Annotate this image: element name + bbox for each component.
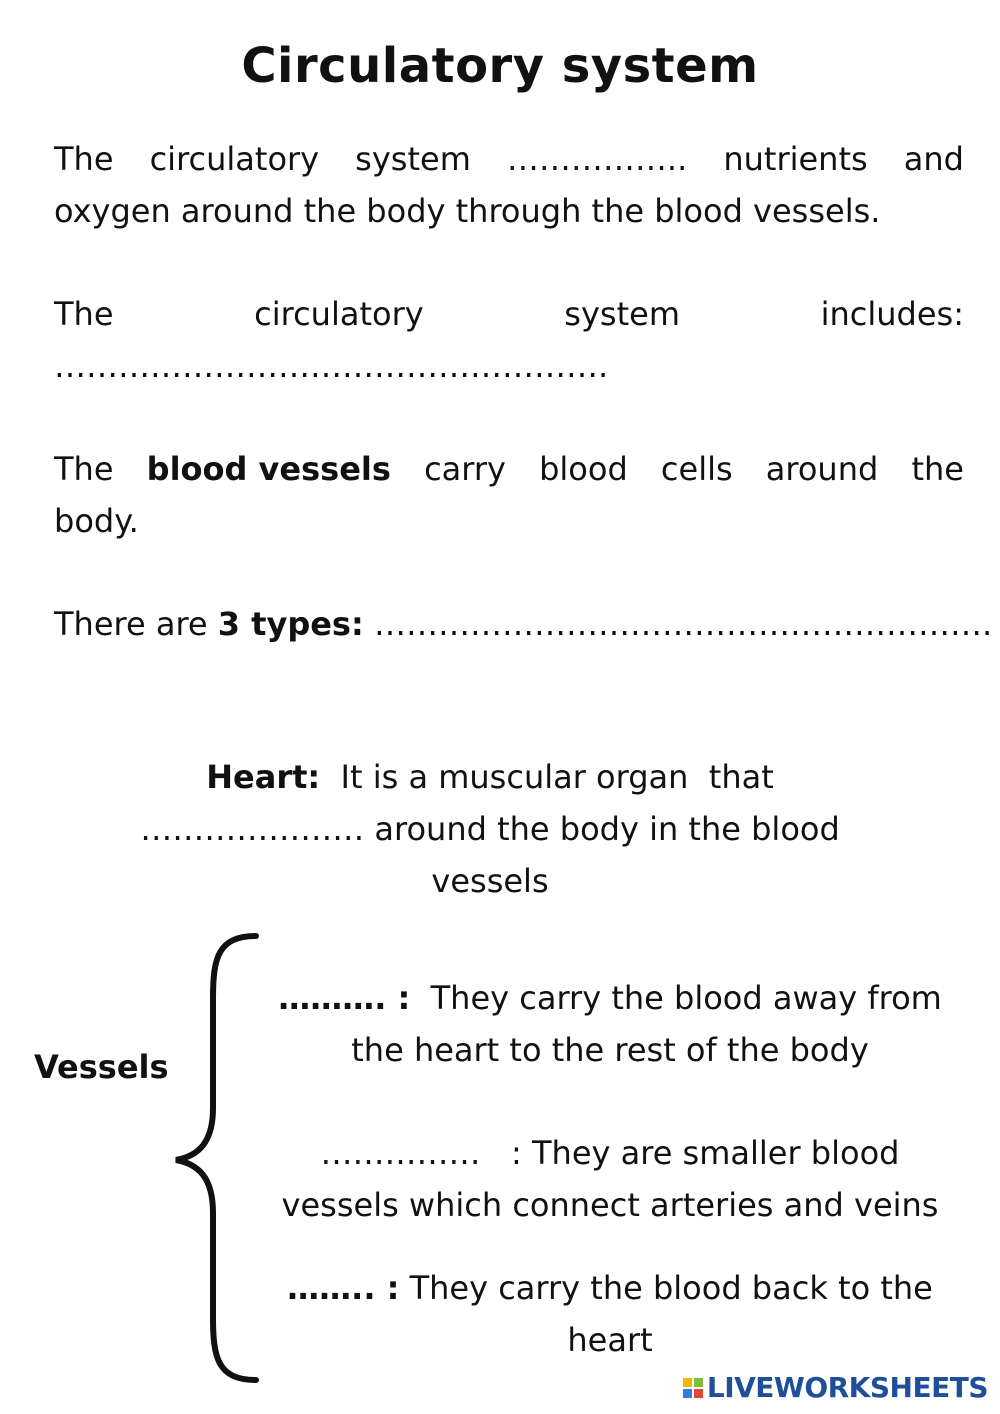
word: nutrients bbox=[723, 140, 868, 178]
blank-includes[interactable]: ……………………………………………. bbox=[54, 347, 609, 385]
word: The bbox=[54, 295, 114, 333]
blank-capillaries[interactable]: …………… bbox=[320, 1134, 481, 1172]
word: system bbox=[564, 295, 680, 333]
logo-blocks-icon bbox=[683, 1378, 703, 1398]
word: circulatory bbox=[149, 140, 320, 178]
vessel-item-veins bbox=[255, 1262, 965, 1366]
heart-line-2[interactable]: ………………… around the body in the blood bbox=[140, 810, 840, 848]
vessels-label: Vessels bbox=[34, 1048, 169, 1086]
paragraph-3-line-1 bbox=[54, 443, 964, 495]
blank-types[interactable]: …………………………………………………. bbox=[363, 605, 993, 643]
paragraph-1-line-1 bbox=[54, 133, 964, 185]
paragraph-2 bbox=[54, 288, 964, 392]
heart-label: Heart: bbox=[206, 758, 321, 796]
vessel-line-2: the heart to the rest of the body bbox=[351, 1031, 869, 1069]
curly-brace-icon bbox=[168, 928, 268, 1388]
liveworksheets-logo bbox=[683, 1371, 988, 1404]
blank-veins[interactable]: …….. : bbox=[287, 1269, 400, 1307]
paragraph-1 bbox=[54, 133, 964, 237]
types-prefix: There are bbox=[54, 605, 218, 643]
types-label: 3 types: bbox=[217, 605, 364, 643]
word: includes: bbox=[820, 295, 964, 333]
word: The bbox=[54, 140, 114, 178]
word: around bbox=[765, 450, 879, 488]
vessel-item-arteries bbox=[255, 972, 965, 1076]
vessel-text: They carry the blood back to the bbox=[399, 1269, 933, 1307]
vessel-line-2: heart bbox=[567, 1321, 653, 1359]
vessel-item-capillaries bbox=[255, 1127, 965, 1231]
word: the bbox=[911, 450, 964, 488]
vessel-line-2: vessels which connect arteries and veins bbox=[281, 1186, 939, 1224]
vessel-text: They carry the blood away from bbox=[410, 979, 942, 1017]
heart-text-1: It is a muscular organ that bbox=[320, 758, 774, 796]
paragraph-3 bbox=[54, 443, 964, 547]
term-blood-vessels: blood vessels bbox=[146, 450, 391, 488]
logo-text: LIVEWORKSHEETS bbox=[706, 1371, 988, 1404]
blank-nutrients-verb[interactable]: …………….. bbox=[506, 140, 688, 178]
word: The bbox=[54, 450, 114, 488]
paragraph-3-line-2: body. bbox=[54, 502, 139, 540]
page-title: Circulatory system bbox=[241, 38, 759, 94]
vessel-text: : They are smaller blood bbox=[480, 1134, 900, 1172]
word: blood bbox=[539, 450, 628, 488]
word: and bbox=[903, 140, 964, 178]
vessel-line-1 bbox=[255, 972, 965, 1024]
word: system bbox=[355, 140, 471, 178]
word: circulatory bbox=[254, 295, 424, 333]
word: carry bbox=[424, 450, 506, 488]
heart-line-3: vessels bbox=[431, 862, 549, 900]
vessel-line-1 bbox=[255, 1262, 965, 1314]
word: cells bbox=[660, 450, 733, 488]
paragraph-1-line-2: oxygen around the body through the blood vessels. bbox=[54, 192, 881, 230]
paragraph-4 bbox=[54, 598, 993, 650]
heart-line-1 bbox=[90, 751, 890, 803]
heart-section bbox=[90, 751, 890, 907]
blank-arteries[interactable]: ………. : bbox=[278, 979, 411, 1017]
paragraph-2-line-1 bbox=[54, 288, 964, 340]
vessel-line-1 bbox=[255, 1127, 965, 1179]
